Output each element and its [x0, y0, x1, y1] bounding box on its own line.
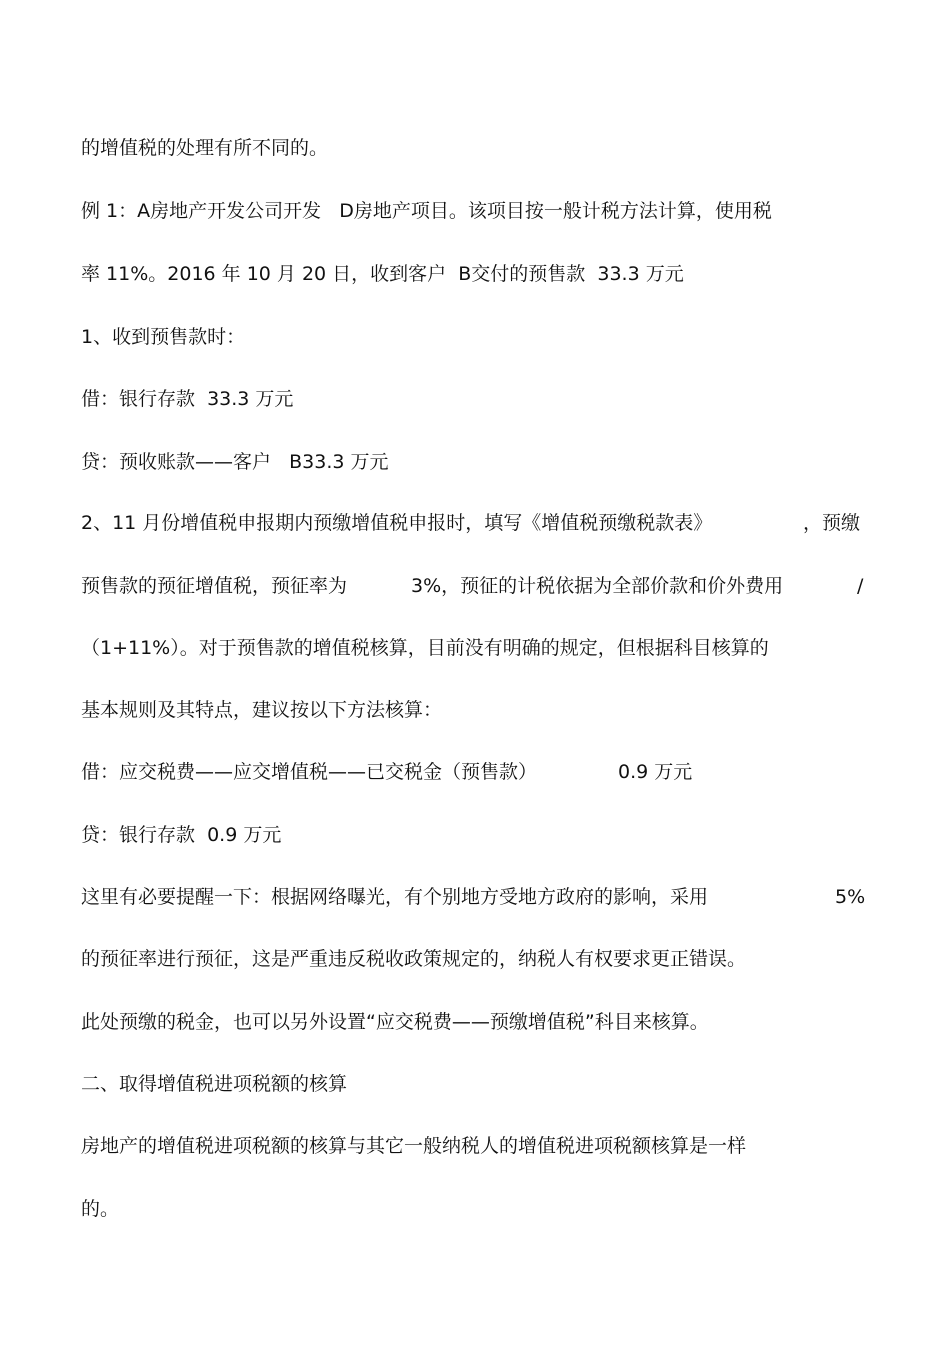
paragraph-line: （1+11%）。对于预售款的增值税核算，目前没有明确的规定，但根据科目核算的: [81, 637, 769, 659]
paragraph-line: [81, 574, 869, 598]
paragraph-line: 率 11%。2016 年 10 月 20 日，收到客户 B交付的预售款 33.3 万元: [81, 263, 684, 285]
line-segment: ，预缴: [803, 512, 861, 534]
line-segment: 预售款的预征增值税，预征率为: [81, 575, 348, 597]
paragraph-line: 的增值税的处理有所不同的。: [81, 137, 329, 159]
step-heading: 1、收到预售款时：: [81, 326, 246, 348]
paragraph-line: 基本规则及其特点，建议按以下方法核算：: [81, 699, 443, 721]
line-segment: 0.9 万元: [618, 761, 693, 783]
paragraph-line: 的预征率进行预征，这是严重违反税收政策规定的，纳税人有权要求更正错误。: [81, 948, 747, 970]
line-segment: 5%: [835, 886, 866, 908]
paragraph-line: 房地产的增值税进项税额的核算与其它一般纳税人的增值税进项税额核算是一样: [81, 1135, 747, 1157]
example-line: 例 1：A房地产开发公司开发 D房地产项目。该项目按一般计税方法计算，使用税: [81, 200, 772, 222]
journal-entry-debit: [81, 760, 869, 784]
line-segment: 3%，预征的计税依据为全部价款和价外费用: [411, 575, 784, 597]
line-segment: 借：应交税费——应交增值税——已交税金（预售款）: [81, 761, 538, 783]
journal-entry-debit: 借：银行存款 33.3 万元: [81, 388, 294, 410]
paragraph-line: [81, 885, 869, 909]
journal-entry-credit: 贷：预收账款——客户 B33.3 万元: [81, 451, 389, 473]
paragraph-line: 的。: [81, 1198, 120, 1220]
journal-entry-credit: 贷：银行存款 0.9 万元: [81, 824, 282, 846]
line-segment: 这里有必要提醒一下：根据网络曝光，有个别地方受地方政府的影响，采用: [81, 886, 709, 908]
line-segment: /: [857, 575, 864, 597]
paragraph-line: [81, 511, 869, 535]
paragraph-line: 此处预缴的税金，也可以另外设置“应交税费——预缴增值税”科目来核算。: [81, 1011, 709, 1033]
line-segment: 2、11 月份增值税申报期内预缴增值税申报时，填写《增值税预缴税款表》: [81, 512, 713, 534]
section-heading: 二、取得增值税进项税额的核算: [81, 1073, 348, 1095]
